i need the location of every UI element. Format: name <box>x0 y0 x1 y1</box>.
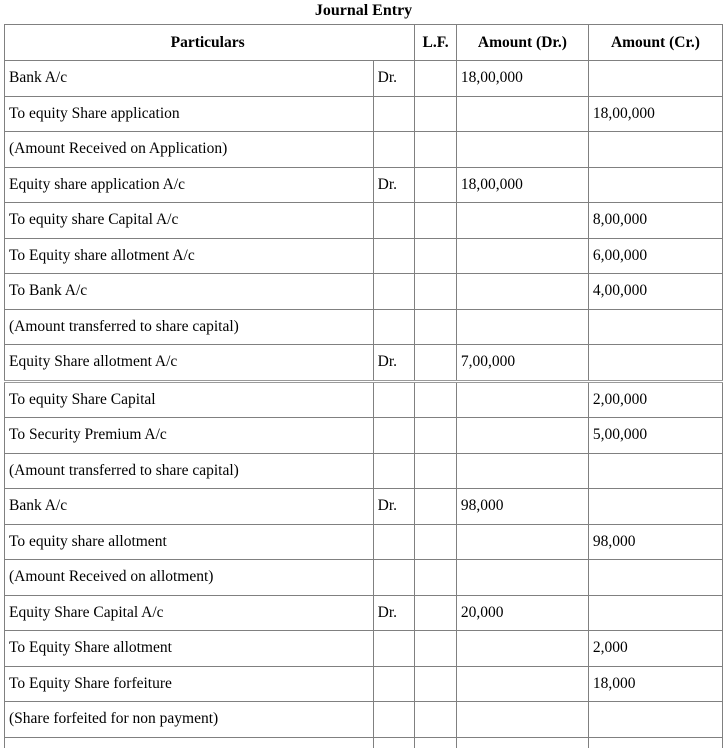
empty-cell <box>5 737 374 748</box>
debit-marker-cell <box>373 453 415 489</box>
table-row <box>5 96 723 132</box>
amount-dr-cell <box>456 96 588 132</box>
debit-marker-cell <box>373 309 415 345</box>
debit-marker-cell <box>373 666 415 702</box>
particulars-cell: Bank A/c <box>5 489 374 525</box>
empty-cell <box>588 737 722 748</box>
amount-cr-cell: 18,00,000 <box>588 96 722 132</box>
particulars-cell: (Amount transferred to share capital) <box>5 309 374 345</box>
amount-dr-cell <box>456 309 588 345</box>
amount-dr-cell <box>456 702 588 738</box>
table-row <box>5 524 723 560</box>
table-row <box>5 631 723 667</box>
debit-marker-cell <box>373 631 415 667</box>
amount-cr-cell: 4,00,000 <box>588 274 722 310</box>
lf-cell <box>415 132 457 168</box>
header-amount-dr: Amount (Dr.) <box>456 25 588 61</box>
debit-marker-cell <box>373 132 415 168</box>
amount-cr-cell <box>588 61 722 97</box>
table-row <box>5 453 723 489</box>
lf-cell <box>415 524 457 560</box>
amount-dr-cell <box>456 238 588 274</box>
amount-cr-cell <box>588 702 722 738</box>
table-row <box>5 702 723 738</box>
lf-cell <box>415 96 457 132</box>
debit-marker-cell <box>373 96 415 132</box>
journal-table <box>4 24 723 748</box>
amount-cr-cell <box>588 167 722 203</box>
amount-dr-cell <box>456 132 588 168</box>
table-row <box>5 61 723 97</box>
particulars-cell: To Equity Share allotment <box>5 631 374 667</box>
empty-cell <box>456 737 588 748</box>
debit-marker-cell <box>373 418 415 454</box>
amount-cr-cell <box>588 345 722 382</box>
table-row <box>5 203 723 239</box>
particulars-cell: (Amount Received on Application) <box>5 132 374 168</box>
particulars-cell: Equity share application A/c <box>5 167 374 203</box>
amount-cr-cell: 6,00,000 <box>588 238 722 274</box>
amount-cr-cell <box>588 132 722 168</box>
amount-dr-cell: 7,00,000 <box>456 345 588 382</box>
table-row <box>5 595 723 631</box>
amount-dr-cell <box>456 203 588 239</box>
particulars-cell: To equity Share application <box>5 96 374 132</box>
debit-marker-cell: Dr. <box>373 489 415 525</box>
debit-marker-cell <box>373 560 415 596</box>
table-row <box>5 666 723 702</box>
header-particulars: Particulars <box>5 25 415 61</box>
table-row <box>5 274 723 310</box>
particulars-cell: To Equity share allotment A/c <box>5 238 374 274</box>
particulars-cell: (Amount transferred to share capital) <box>5 453 374 489</box>
amount-dr-cell <box>456 631 588 667</box>
lf-cell <box>415 238 457 274</box>
table-row <box>5 381 723 418</box>
table-row <box>5 737 723 748</box>
amount-dr-cell <box>456 418 588 454</box>
lf-cell <box>415 309 457 345</box>
lf-cell <box>415 631 457 667</box>
empty-cell <box>373 737 415 748</box>
amount-dr-cell: 18,00,000 <box>456 167 588 203</box>
amount-cr-cell <box>588 595 722 631</box>
particulars-cell: To equity share allotment <box>5 524 374 560</box>
particulars-cell: To Security Premium A/c <box>5 418 374 454</box>
table-body <box>5 61 723 748</box>
lf-cell <box>415 489 457 525</box>
particulars-cell: To Equity Share forfeiture <box>5 666 374 702</box>
debit-marker-cell <box>373 203 415 239</box>
amount-dr-cell <box>456 524 588 560</box>
amount-cr-cell: 5,00,000 <box>588 418 722 454</box>
particulars-cell: Equity Share Capital A/c <box>5 595 374 631</box>
page-title: Journal Entry <box>314 2 413 19</box>
header-lf: L.F. <box>415 25 457 61</box>
lf-cell <box>415 702 457 738</box>
header-amount-cr: Amount (Cr.) <box>588 25 722 61</box>
table-row <box>5 489 723 525</box>
table-row <box>5 309 723 345</box>
particulars-cell: (Share forfeited for non payment) <box>5 702 374 738</box>
lf-cell <box>415 203 457 239</box>
debit-marker-cell <box>373 274 415 310</box>
amount-cr-cell <box>588 309 722 345</box>
debit-marker-cell: Dr. <box>373 61 415 97</box>
amount-dr-cell <box>456 666 588 702</box>
amount-dr-cell: 18,00,000 <box>456 61 588 97</box>
amount-dr-cell <box>456 560 588 596</box>
amount-cr-cell: 18,000 <box>588 666 722 702</box>
amount-dr-cell <box>456 274 588 310</box>
table-row <box>5 167 723 203</box>
lf-cell <box>415 345 457 382</box>
empty-cell <box>415 737 457 748</box>
table-row <box>5 560 723 596</box>
amount-cr-cell: 8,00,000 <box>588 203 722 239</box>
particulars-cell: To equity share Capital A/c <box>5 203 374 239</box>
table-row <box>5 238 723 274</box>
amount-cr-cell: 2,00,000 <box>588 381 722 418</box>
table-header-row <box>5 25 723 61</box>
debit-marker-cell <box>373 524 415 560</box>
debit-marker-cell <box>373 702 415 738</box>
table-row <box>5 345 723 382</box>
debit-marker-cell: Dr. <box>373 595 415 631</box>
debit-marker-cell: Dr. <box>373 167 415 203</box>
amount-dr-cell <box>456 453 588 489</box>
table-row <box>5 132 723 168</box>
amount-cr-cell <box>588 453 722 489</box>
debit-marker-cell <box>373 238 415 274</box>
debit-marker-cell: Dr. <box>373 345 415 382</box>
table-row <box>5 418 723 454</box>
amount-cr-cell <box>588 489 722 525</box>
amount-dr-cell: 98,000 <box>456 489 588 525</box>
lf-cell <box>415 595 457 631</box>
particulars-cell: To Bank A/c <box>5 274 374 310</box>
amount-dr-cell: 20,000 <box>456 595 588 631</box>
lf-cell <box>415 61 457 97</box>
lf-cell <box>415 453 457 489</box>
lf-cell <box>415 560 457 596</box>
amount-cr-cell <box>588 560 722 596</box>
lf-cell <box>415 418 457 454</box>
debit-marker-cell <box>373 381 415 418</box>
particulars-cell: (Amount Received on allotment) <box>5 560 374 596</box>
amount-cr-cell: 98,000 <box>588 524 722 560</box>
particulars-cell: Bank A/c <box>5 61 374 97</box>
lf-cell <box>415 274 457 310</box>
particulars-cell: To equity Share Capital <box>5 381 374 418</box>
particulars-cell: Equity Share allotment A/c <box>5 345 374 382</box>
lf-cell <box>415 381 457 418</box>
lf-cell <box>415 167 457 203</box>
amount-dr-cell <box>456 381 588 418</box>
amount-cr-cell: 2,000 <box>588 631 722 667</box>
lf-cell <box>415 666 457 702</box>
